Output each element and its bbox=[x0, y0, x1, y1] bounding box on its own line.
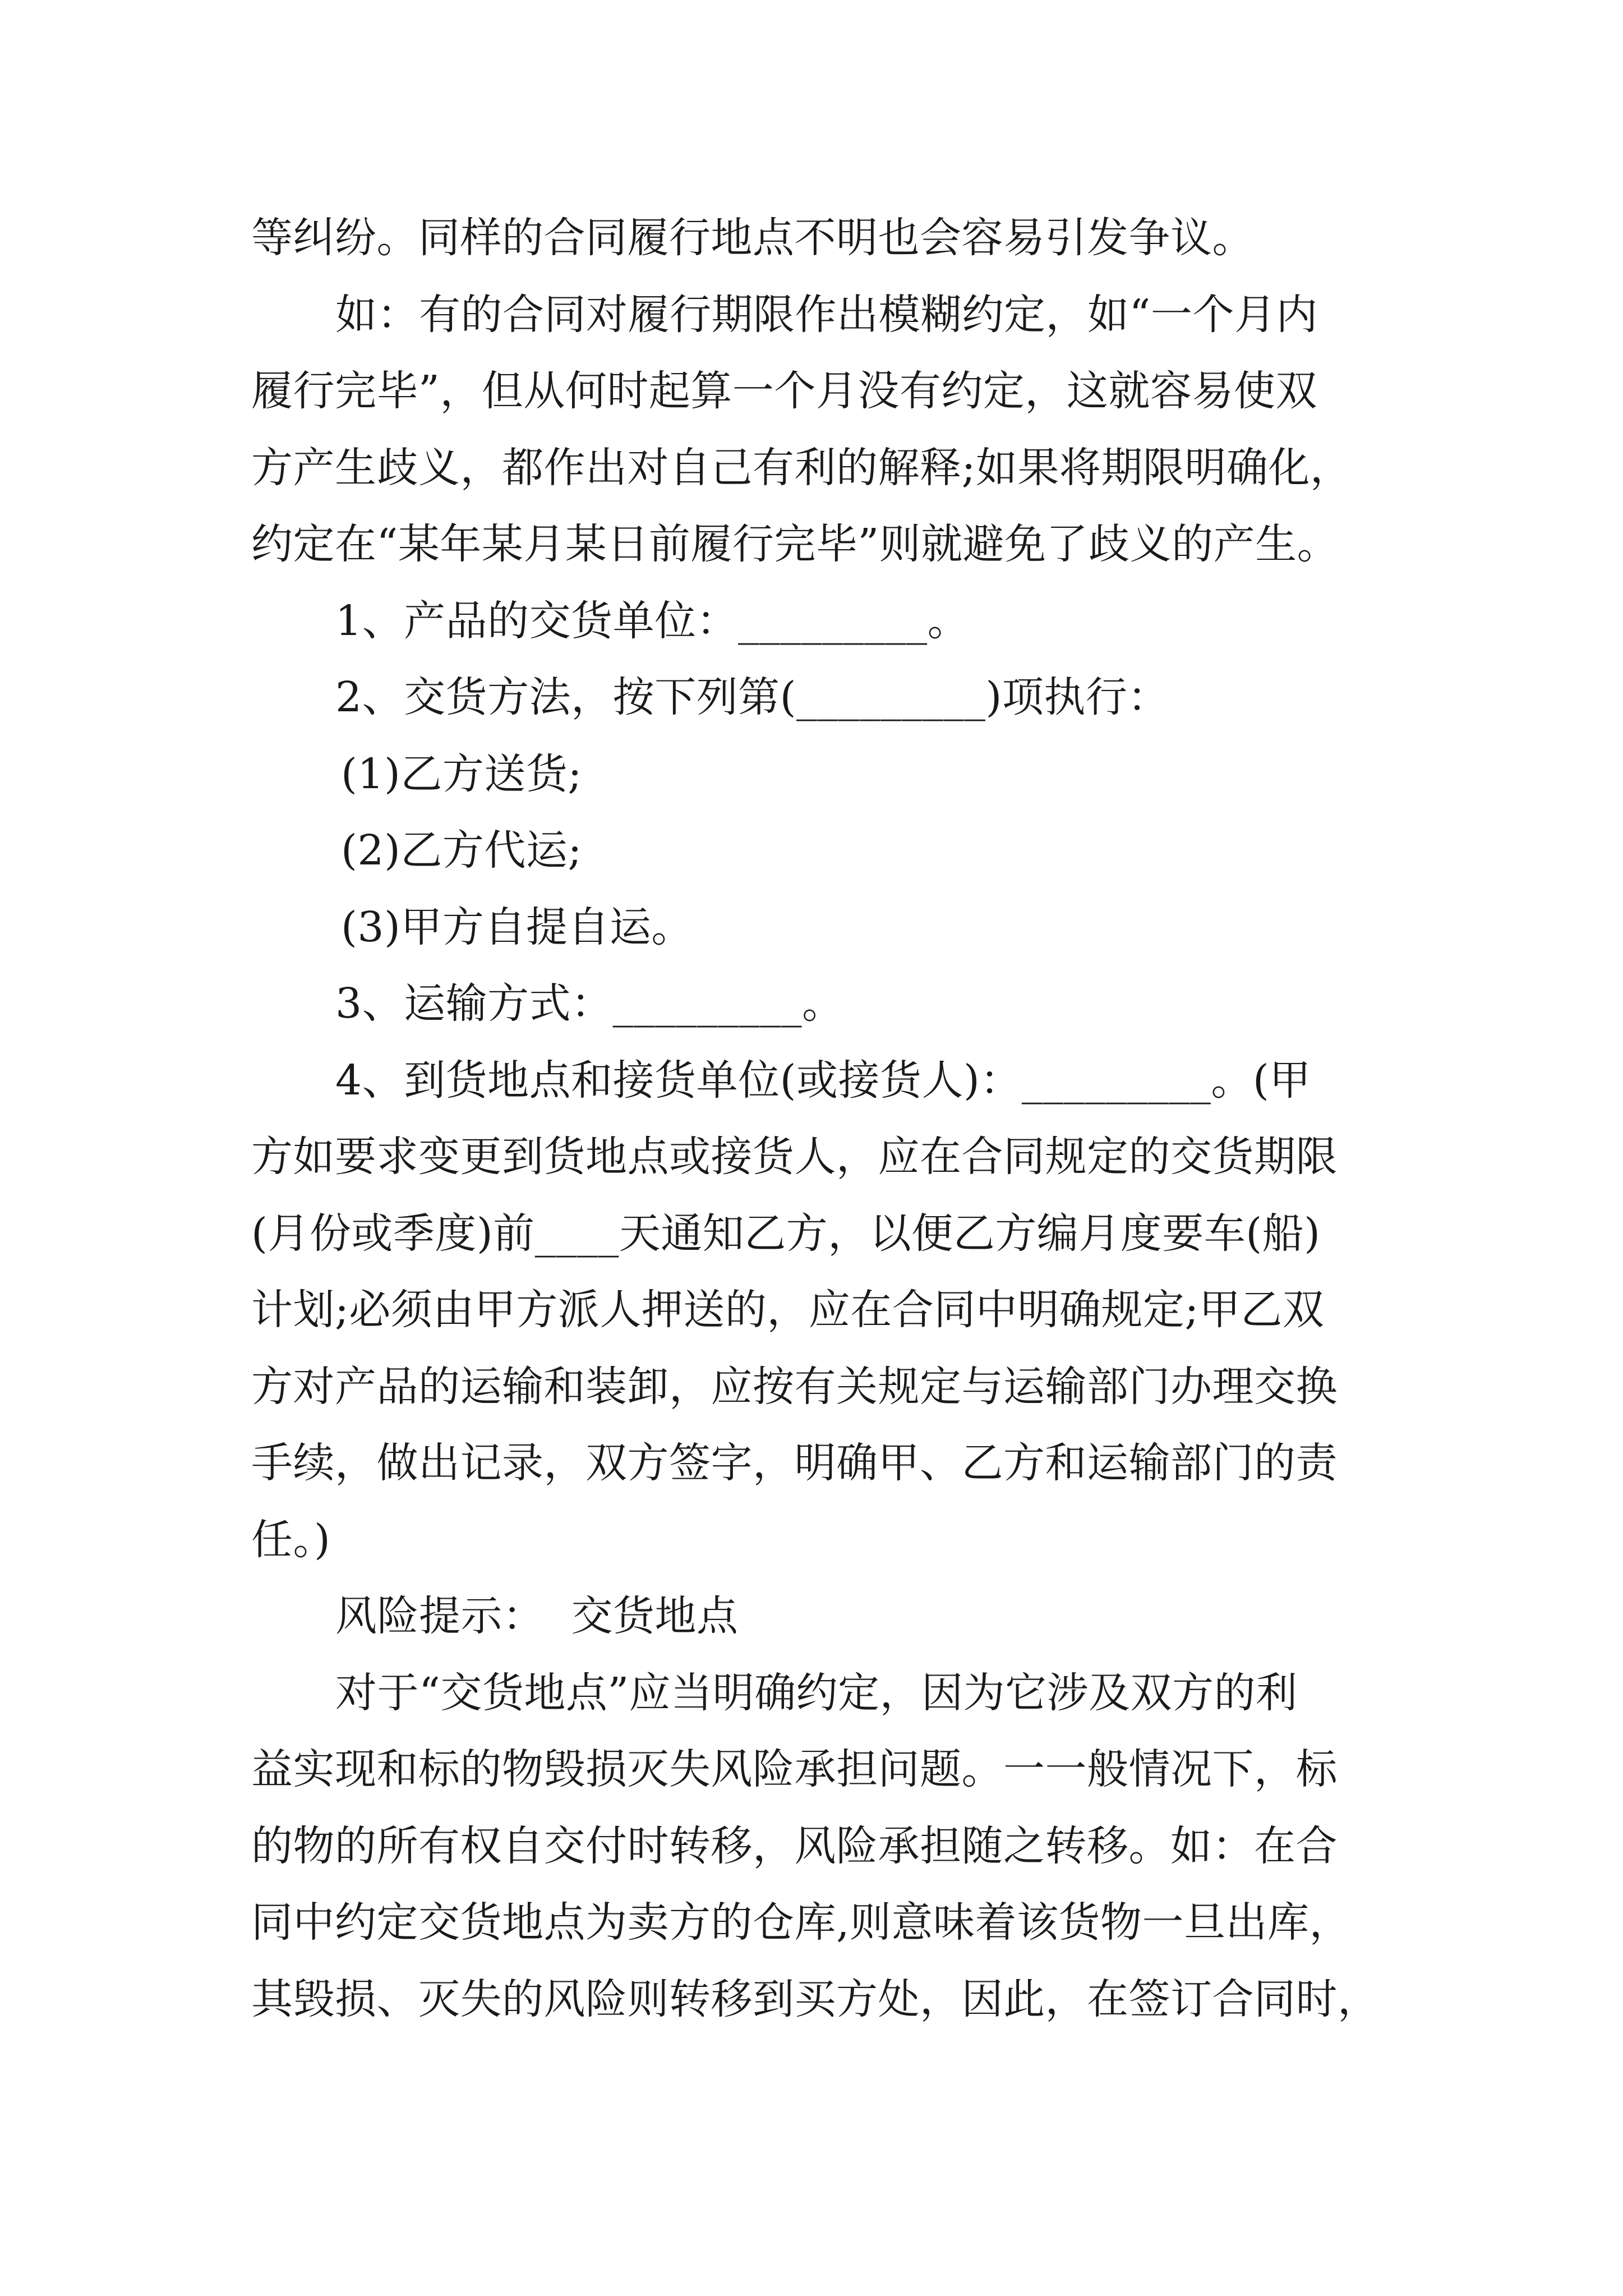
paragraph-line: 对于“交货地点”应当明确约定，因为它涉及双方的利 bbox=[335, 1668, 1298, 1717]
paragraph-line: (月份或季度)前____天通知乙方，以便乙方编月度要车(船) bbox=[251, 1209, 1321, 1258]
option-item: (2)乙方代运; bbox=[341, 826, 582, 875]
paragraph-line: 同中约定交货地点为卖方的仓库,则意味着该货物一旦出库， bbox=[251, 1898, 1352, 1947]
risk-heading: 风险提示： 交货地点 bbox=[335, 1592, 739, 1640]
paragraph-line: 等纠纷。同样的合同履行地点不明也会容易引发争议。 bbox=[251, 214, 1254, 262]
clause-arrival-place: 4、到货地点和接货单位(或接货人)：_________。(甲 bbox=[335, 1056, 1311, 1105]
paragraph-line: 的物的所有权自交付时转移，风险承担随之转移。如：在合 bbox=[251, 1821, 1338, 1870]
paragraph-line: 如：有的合同对履行期限作出模糊约定，如“一个月内 bbox=[335, 290, 1318, 339]
paragraph-line: 方对产品的运输和装卸，应按有关规定与运输部门办理交换 bbox=[251, 1362, 1338, 1411]
paragraph-line: 任。) bbox=[251, 1515, 331, 1564]
document-body bbox=[251, 200, 1378, 2037]
paragraph-line: 履行完毕”，但从何时起算一个月没有约定，这就容易使双 bbox=[251, 367, 1317, 415]
clause-delivery-method: 2、交货方法，按下列第(_________)项执行： bbox=[335, 673, 1169, 721]
paragraph-line: 方如要求变更到货地点或接货人，应在合同规定的交货期限 bbox=[251, 1133, 1338, 1181]
clause-delivery-unit: 1、产品的交货单位：_________。 bbox=[335, 596, 970, 645]
paragraph-line: 方产生歧义，都作出对自己有利的解释;如果将期限明确化， bbox=[251, 443, 1352, 492]
paragraph-line: 手续，做出记录，双方签字，明确甲、乙方和运输部门的责 bbox=[251, 1439, 1338, 1487]
option-item: (1)乙方送货; bbox=[341, 749, 582, 798]
paragraph-line: 其毁损、灭失的风险则转移到买方处，因此，在签订合同时， bbox=[251, 1975, 1380, 2023]
paragraph-line: 约定在“某年某月某日前履行完毕”则就避免了歧义的产生。 bbox=[251, 520, 1339, 568]
paragraph-line: 益实现和标的物毁损灭失风险承担问题。一一般情况下，标 bbox=[251, 1745, 1338, 1793]
option-item: (3)甲方自提自运。 bbox=[341, 903, 693, 951]
paragraph-line: 计划;必须由甲方派人押送的，应在合同中明确规定;甲乙双 bbox=[251, 1286, 1325, 1334]
clause-transport-mode: 3、运输方式：_________。 bbox=[335, 979, 844, 1028]
